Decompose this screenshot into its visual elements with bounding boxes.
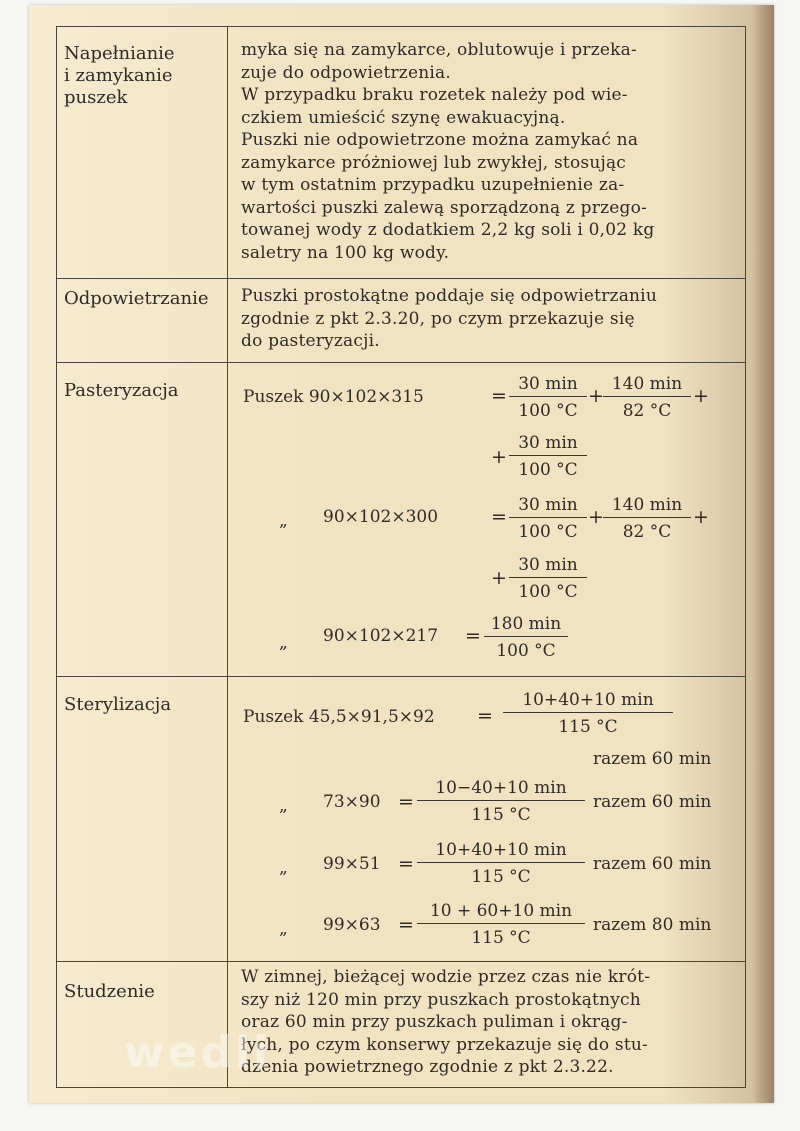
sterylizacja-total: razem 80 min: [593, 915, 712, 935]
table-bottom-rule: [56, 1087, 746, 1088]
pasteryzacja-fraction: 180 min 100 °C: [484, 613, 568, 662]
sterylizacja-fraction: 10 + 60+10 min 115 °C: [417, 900, 585, 949]
sterylizacja-fraction: 10−40+10 min 115 °C: [417, 777, 585, 826]
row-text-studzenie: W zimnej, bieżącej wodzie przez czas nie krót- szy niż 120 min przy puszkach prostokątnych oraz 60 min przy puszkach puliman i okrąg- łych, po czym konserwy przekazuje się do stu- dzenia powietrznego zgodnie z pkt 2.3.22.: [241, 967, 651, 1077]
equals-sign: =: [398, 853, 414, 875]
plus-sign: +: [693, 385, 709, 407]
row-divider-odpowietrzanie: [56, 278, 746, 279]
pasteryzacja-size-2: 90×102×300: [323, 507, 439, 527]
row-label-studzenie: Studzenie: [64, 981, 155, 1002]
plus-sign: +: [588, 385, 604, 407]
table-column-rule: [227, 26, 228, 1087]
pasteryzacja-prefix-1: Puszek 90×102×315: [243, 387, 424, 407]
row-divider-pasteryzacja: [56, 362, 746, 363]
sterylizacja-total: razem 60 min: [593, 792, 712, 812]
ditto-mark: „: [279, 796, 288, 816]
sterylizacja-size: 99×63: [323, 915, 381, 935]
table-left-rule: [56, 26, 57, 1087]
sterylizacja-size: 73×90: [323, 792, 381, 812]
pasteryzacja-size-3: 90×102×217: [323, 626, 439, 646]
table-top-rule: [56, 26, 746, 27]
equals-sign: =: [491, 385, 507, 407]
sterylizacja-total: razem 60 min: [593, 854, 712, 874]
equals-sign: =: [398, 914, 414, 936]
sterylizacja-prefix-1: Puszek 45,5×91,5×92: [243, 707, 435, 727]
row-text-napelnianie: myka się na zamykarce, oblutowuje i przeka- zuje do odpowietrzenia. W przypadku braku rozetek należy pod wie- czkiem umieścić szynę ewakuacyjną. Puszki nie odpowietrzone można zamykać na zamykarce próżniowej lub zwykłej, stosując w tym ostatnim przypadku uzupełnienie za- wartości puszki zalewą sporządzoną z przego- towanej wody z dodatkiem 2,2 kg soli i 0,02 kg saletry na 100 kg wody.: [241, 40, 655, 263]
row-label-pasteryzacja: Pasteryzacja: [64, 380, 179, 401]
row-label-sterylizacja: Sterylizacja: [64, 694, 172, 715]
pasteryzacja-fraction: 140 min 82 °C: [603, 373, 691, 422]
page-edge-shadow: [752, 5, 774, 1103]
sterylizacja-fraction: 10+40+10 min 115 °C: [417, 839, 585, 888]
plus-sign: +: [491, 567, 507, 589]
sterylizacja-total: razem 60 min: [593, 749, 712, 769]
row-label-napelnianie: Napełnianie i zamykanie puszek: [64, 43, 175, 108]
pasteryzacja-fraction: 30 min 100 °C: [509, 373, 587, 422]
pasteryzacja-fraction: 30 min 100 °C: [509, 432, 587, 481]
row-divider-studzenie: [56, 961, 746, 962]
pasteryzacja-fraction: 140 min 82 °C: [603, 494, 691, 543]
equals-sign: =: [491, 506, 507, 528]
sterylizacja-fraction: 10+40+10 min 115 °C: [503, 689, 673, 738]
row-label-odpowietrzanie: Odpowietrzanie: [64, 288, 209, 309]
plus-sign: +: [588, 506, 604, 528]
equals-sign: =: [465, 625, 481, 647]
ditto-mark: „: [279, 919, 288, 939]
table-right-rule: [745, 26, 746, 1087]
equals-sign: =: [477, 705, 493, 727]
ditto-mark: „: [279, 858, 288, 878]
pasteryzacja-fraction: 30 min 100 °C: [509, 554, 587, 603]
pasteryzacja-fraction: 30 min 100 °C: [509, 494, 587, 543]
ditto-mark: „: [279, 633, 288, 653]
watermark: wedli: [124, 1027, 272, 1078]
equals-sign: =: [398, 791, 414, 813]
plus-sign: +: [693, 506, 709, 528]
row-divider-sterylizacja: [56, 676, 746, 677]
ditto-mark: „: [279, 511, 288, 531]
row-text-odpowietrzanie: Puszki prostokątne poddaje się odpowietrzaniu zgodnie z pkt 2.3.20, po czym przekazuje się do pasteryzacji.: [241, 286, 657, 351]
sterylizacja-size: 99×51: [323, 854, 381, 874]
plus-sign: +: [491, 446, 507, 468]
document-page: [29, 5, 774, 1103]
